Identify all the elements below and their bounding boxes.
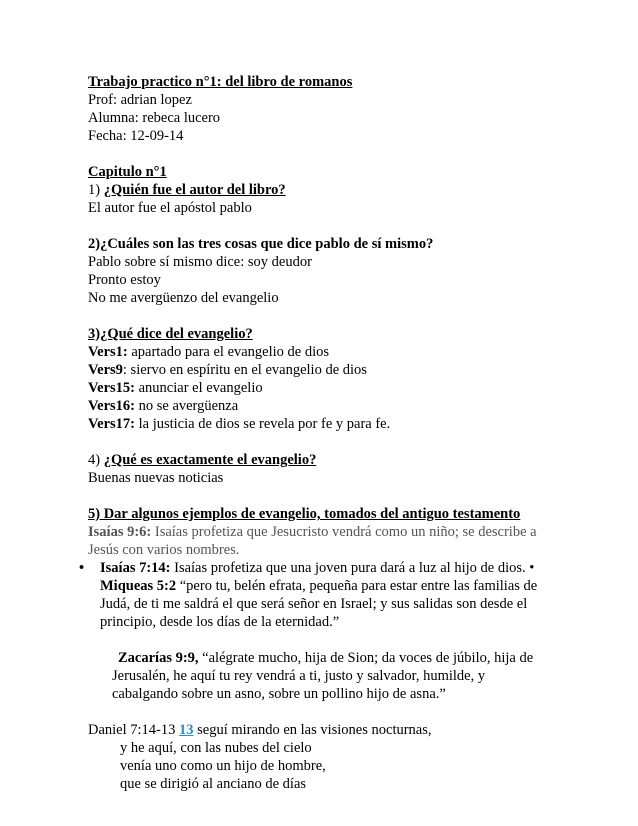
zacarias-text: “alégrate mucho, hija de Sion; da voces de júbilo, hija de — [198, 650, 534, 666]
verse-text: : siervo en espíritu en el evangelio de dios — [122, 362, 367, 378]
student-line: Alumna: rebeca lucero — [88, 110, 221, 126]
verse-line — [88, 397, 558, 415]
verse-line — [88, 343, 558, 361]
daniel-line — [88, 721, 558, 739]
daniel-text: seguí mirando en las visiones nocturnas, — [193, 722, 432, 738]
verse-label: Vers1: — [88, 344, 128, 360]
question-1-number: 1) — [88, 182, 104, 198]
miqueas-continuation: Judá, de ti me saldrá el que será señor en Israel; y sus salidas son desde el — [100, 596, 528, 612]
spacer — [88, 307, 558, 325]
isaias-9-6-continuation: Jesús con varios nombres. — [88, 542, 240, 558]
question-4-number: 4) — [88, 452, 104, 468]
question-1-text: ¿Quién fue el autor del libro? — [103, 182, 286, 198]
miqueas-label: Miqueas 5:2 — [100, 578, 177, 594]
verse-link[interactable]: 13 — [179, 722, 194, 738]
miqueas-text: “pero tu, belén efrata, pequeña para estar entre las familias de — [176, 578, 538, 594]
answer-2-line: Pronto estoy — [88, 272, 161, 288]
question-1 — [88, 181, 558, 199]
spacer — [88, 703, 558, 721]
document-body — [79, 73, 558, 793]
question-3: 3)¿Qué dice del evangelio? — [88, 326, 253, 342]
isaias-9-6-text: Isaías profetiza que Jesucristo vendrá como un niño; se describe a — [151, 524, 537, 540]
bullet-icon: • — [79, 560, 85, 576]
verse-line — [88, 361, 558, 379]
daniel-verse-line: y he aquí, con las nubes del cielo — [120, 740, 312, 756]
question-4 — [88, 451, 558, 469]
bullet-item — [79, 559, 558, 703]
miqueas-line — [100, 577, 558, 595]
verse-line — [88, 379, 558, 397]
miqueas-continuation: principio, desde los días de la eternidad.” — [100, 614, 340, 630]
daniel-verse-line: venía uno como un hijo de hombre, — [120, 758, 326, 774]
verse-text: apartado para el evangelio de dios — [127, 344, 330, 360]
spacer — [88, 433, 558, 451]
answer-1: El autor fue el apóstol pablo — [88, 200, 252, 216]
verse-label: Vers17: — [88, 416, 135, 432]
answer-2-line: Pablo sobre sí mismo dice: soy deudor — [88, 254, 312, 270]
isaias-7-14-text: Isaías profetiza que una joven pura dará a luz al hijo de dios. • — [170, 560, 535, 576]
isaias-9-6-line — [88, 523, 558, 541]
chapter-heading: Capitulo n°1 — [88, 164, 167, 180]
date-line: Fecha: 12-09-14 — [88, 128, 184, 144]
spacer — [88, 487, 558, 505]
question-5: 5) Dar algunos ejemplos de evangelio, tomados del antiguo testamento — [88, 506, 521, 522]
document-title: Trabajo practico n°1: del libro de romanos — [88, 74, 353, 90]
answer-4: Buenas nuevas noticias — [88, 470, 224, 486]
spacer — [100, 631, 558, 649]
spacer — [88, 217, 558, 235]
zacarias-label: Zacarías 9:9, — [118, 650, 199, 666]
answer-2-line: No me avergüenzo del evangelio — [88, 290, 279, 306]
spacer — [88, 145, 558, 163]
verse-text: no se avergüenza — [134, 398, 239, 414]
daniel-reference: Daniel 7:14-13 — [88, 722, 180, 738]
verse-text: anunciar el evangelio — [134, 380, 263, 396]
isaias-7-14-label: Isaías 7:14: — [100, 560, 171, 576]
zacarias-continuation: Jerusalén, he aquí tu rey vendrá a ti, justo y salvador, humilde, y — [112, 668, 486, 684]
isaias-9-6-label: Isaías 9:6: — [88, 524, 152, 540]
verse-label: Vers15: — [88, 380, 135, 396]
question-4-text: ¿Qué es exactamente el evangelio? — [103, 452, 317, 468]
zacarias-continuation: cabalgando sobre un asno, sobre un pollino hijo de asna.” — [112, 686, 446, 702]
verse-label: Vers16: — [88, 398, 135, 414]
professor-line: Prof: adrian lopez — [88, 92, 192, 108]
verse-line — [88, 415, 558, 433]
daniel-verse-line: que se dirigió al anciano de días — [120, 776, 307, 792]
isaias-7-14-line — [100, 559, 558, 577]
zacarias-line — [100, 649, 558, 667]
verse-label: Vers9 — [88, 362, 123, 378]
question-2: 2)¿Cuáles son las tres cosas que dice pablo de sí mismo? — [88, 236, 434, 252]
verse-text: la justicia de dios se revela por fe y para fe. — [134, 416, 391, 432]
